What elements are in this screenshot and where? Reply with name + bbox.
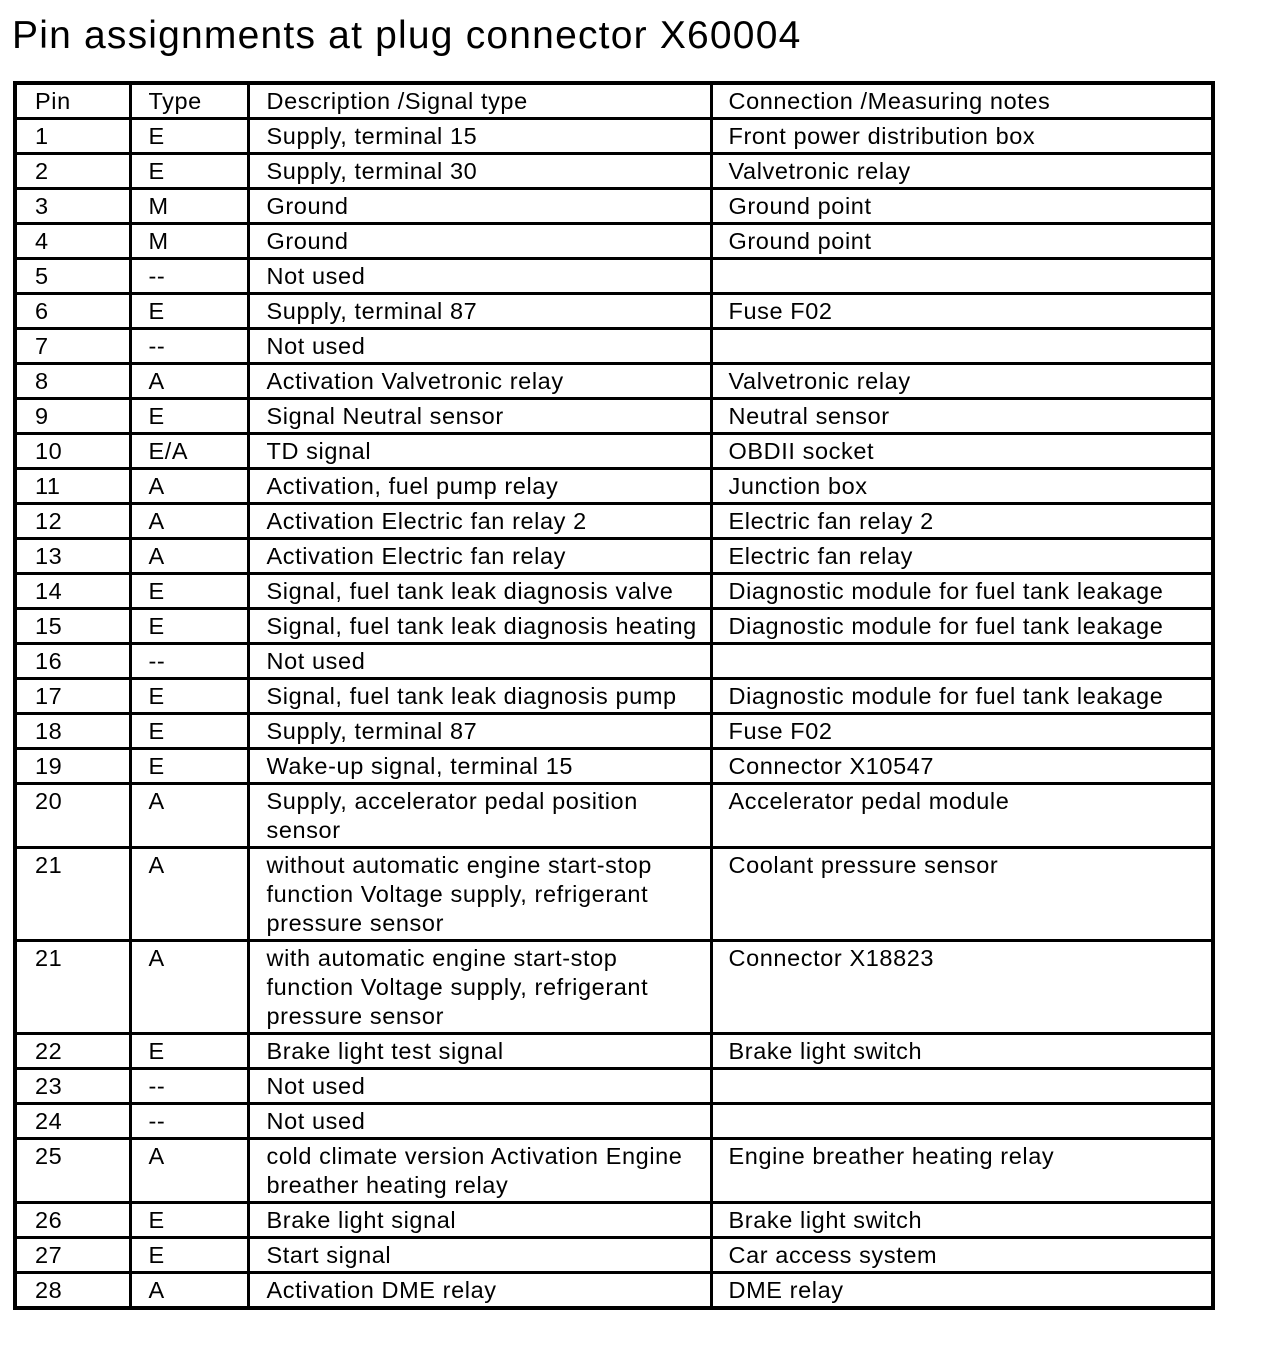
cell-pin: 4: [15, 224, 130, 259]
table-row: [15, 609, 1213, 644]
table-row: [15, 1238, 1213, 1273]
cell-connection: DME relay: [711, 1273, 1213, 1309]
cell-pin: 17: [15, 679, 130, 714]
cell-description: Ground: [248, 224, 711, 259]
cell-connection: Connector X18823: [711, 941, 1213, 1034]
cell-pin: 12: [15, 504, 130, 539]
table-row: [15, 941, 1213, 1034]
cell-description: without automatic engine start-stop function Voltage supply, refrigerant pressure sensor: [248, 848, 711, 941]
table-row: [15, 1139, 1213, 1203]
cell-description: Not used: [248, 1104, 711, 1139]
cell-connection: Accelerator pedal module: [711, 784, 1213, 848]
pin-assignment-table: [13, 81, 1215, 1310]
cell-pin: 3: [15, 189, 130, 224]
cell-connection: [711, 259, 1213, 294]
cell-type: A: [130, 469, 248, 504]
cell-pin: 15: [15, 609, 130, 644]
header-connection: Connection /Measuring notes: [711, 83, 1213, 119]
table-row: [15, 259, 1213, 294]
cell-description: Brake light test signal: [248, 1034, 711, 1069]
cell-type: E: [130, 294, 248, 329]
table-row: [15, 1203, 1213, 1238]
table-row: [15, 1034, 1213, 1069]
cell-pin: 27: [15, 1238, 130, 1273]
cell-connection: Diagnostic module for fuel tank leakage: [711, 574, 1213, 609]
cell-pin: 20: [15, 784, 130, 848]
cell-type: --: [130, 1069, 248, 1104]
cell-pin: 28: [15, 1273, 130, 1309]
cell-description: Not used: [248, 644, 711, 679]
table-row: [15, 434, 1213, 469]
table-row: [15, 399, 1213, 434]
cell-type: M: [130, 189, 248, 224]
cell-type: E/A: [130, 434, 248, 469]
cell-description: Activation Electric fan relay: [248, 539, 711, 574]
cell-connection: [711, 1069, 1213, 1104]
cell-description: cold climate version Activation Engine breather heating relay: [248, 1139, 711, 1203]
cell-connection: Ground point: [711, 224, 1213, 259]
cell-type: --: [130, 644, 248, 679]
cell-connection: Electric fan relay 2: [711, 504, 1213, 539]
cell-pin: 7: [15, 329, 130, 364]
table-row: [15, 154, 1213, 189]
table-row: [15, 329, 1213, 364]
cell-connection: Connector X10547: [711, 749, 1213, 784]
cell-connection: OBDII socket: [711, 434, 1213, 469]
cell-type: A: [130, 848, 248, 941]
cell-pin: 24: [15, 1104, 130, 1139]
cell-connection: Diagnostic module for fuel tank leakage: [711, 609, 1213, 644]
cell-connection: Electric fan relay: [711, 539, 1213, 574]
cell-connection: [711, 329, 1213, 364]
page-title: Pin assignments at plug connector X60004: [12, 14, 802, 57]
cell-connection: Valvetronic relay: [711, 154, 1213, 189]
cell-description: Not used: [248, 259, 711, 294]
cell-description: Wake-up signal, terminal 15: [248, 749, 711, 784]
table-header-row: [15, 83, 1213, 119]
cell-connection: Engine breather heating relay: [711, 1139, 1213, 1203]
cell-connection: Fuse F02: [711, 714, 1213, 749]
cell-type: E: [130, 1203, 248, 1238]
table-row: [15, 224, 1213, 259]
cell-type: A: [130, 504, 248, 539]
cell-type: E: [130, 119, 248, 154]
cell-description: Signal, fuel tank leak diagnosis pump: [248, 679, 711, 714]
cell-pin: 9: [15, 399, 130, 434]
cell-pin: 10: [15, 434, 130, 469]
cell-description: Start signal: [248, 1238, 711, 1273]
cell-type: A: [130, 364, 248, 399]
cell-description: Activation Valvetronic relay: [248, 364, 711, 399]
cell-pin: 13: [15, 539, 130, 574]
table-row: [15, 1104, 1213, 1139]
table-row: [15, 294, 1213, 329]
cell-type: --: [130, 259, 248, 294]
cell-description: TD signal: [248, 434, 711, 469]
cell-description: Not used: [248, 329, 711, 364]
cell-description: Activation Electric fan relay 2: [248, 504, 711, 539]
cell-connection: Diagnostic module for fuel tank leakage: [711, 679, 1213, 714]
table-row: [15, 714, 1213, 749]
cell-pin: 6: [15, 294, 130, 329]
cell-connection: Front power distribution box: [711, 119, 1213, 154]
cell-type: E: [130, 749, 248, 784]
cell-pin: 25: [15, 1139, 130, 1203]
cell-type: A: [130, 1273, 248, 1309]
cell-pin: 22: [15, 1034, 130, 1069]
cell-description: Supply, terminal 87: [248, 714, 711, 749]
cell-type: A: [130, 784, 248, 848]
cell-description: Signal Neutral sensor: [248, 399, 711, 434]
cell-description: with automatic engine start-stop function Voltage supply, refrigerant pressure sensor: [248, 941, 711, 1034]
table-row: [15, 1273, 1213, 1309]
cell-type: E: [130, 714, 248, 749]
cell-pin: 23: [15, 1069, 130, 1104]
table-row: [15, 469, 1213, 504]
cell-connection: Car access system: [711, 1238, 1213, 1273]
cell-type: E: [130, 154, 248, 189]
cell-pin: 19: [15, 749, 130, 784]
cell-pin: 21: [15, 941, 130, 1034]
cell-pin: 16: [15, 644, 130, 679]
cell-description: Supply, terminal 15: [248, 119, 711, 154]
cell-pin: 21: [15, 848, 130, 941]
table-row: [15, 119, 1213, 154]
table-row: [15, 749, 1213, 784]
cell-pin: 2: [15, 154, 130, 189]
cell-description: Activation DME relay: [248, 1273, 711, 1309]
cell-description: Supply, terminal 87: [248, 294, 711, 329]
cell-type: E: [130, 1238, 248, 1273]
cell-description: Signal, fuel tank leak diagnosis heating: [248, 609, 711, 644]
cell-connection: Coolant pressure sensor: [711, 848, 1213, 941]
cell-description: Brake light signal: [248, 1203, 711, 1238]
cell-pin: 26: [15, 1203, 130, 1238]
cell-connection: Fuse F02: [711, 294, 1213, 329]
table-row: [15, 574, 1213, 609]
cell-description: Supply, terminal 30: [248, 154, 711, 189]
cell-type: E: [130, 679, 248, 714]
cell-connection: Valvetronic relay: [711, 364, 1213, 399]
cell-pin: 11: [15, 469, 130, 504]
cell-pin: 8: [15, 364, 130, 399]
cell-type: E: [130, 399, 248, 434]
cell-description: Activation, fuel pump relay: [248, 469, 711, 504]
cell-description: Not used: [248, 1069, 711, 1104]
cell-type: A: [130, 941, 248, 1034]
table-row: [15, 189, 1213, 224]
cell-description: Signal, fuel tank leak diagnosis valve: [248, 574, 711, 609]
cell-type: E: [130, 609, 248, 644]
cell-connection: Ground point: [711, 189, 1213, 224]
table-row: [15, 784, 1213, 848]
cell-connection: Brake light switch: [711, 1203, 1213, 1238]
cell-connection: Brake light switch: [711, 1034, 1213, 1069]
table-row: [15, 1069, 1213, 1104]
cell-pin: 1: [15, 119, 130, 154]
table-row: [15, 679, 1213, 714]
header-pin: Pin: [15, 83, 130, 119]
cell-connection: [711, 1104, 1213, 1139]
cell-description: Ground: [248, 189, 711, 224]
table-row: [15, 504, 1213, 539]
cell-pin: 5: [15, 259, 130, 294]
cell-type: --: [130, 1104, 248, 1139]
cell-type: --: [130, 329, 248, 364]
table-row: [15, 364, 1213, 399]
cell-type: E: [130, 1034, 248, 1069]
cell-type: A: [130, 1139, 248, 1203]
cell-description: Supply, accelerator pedal position sensor: [248, 784, 711, 848]
header-type: Type: [130, 83, 248, 119]
cell-connection: [711, 644, 1213, 679]
table-row: [15, 539, 1213, 574]
table-row: [15, 644, 1213, 679]
header-description: Description /Signal type: [248, 83, 711, 119]
cell-connection: Neutral sensor: [711, 399, 1213, 434]
cell-connection: Junction box: [711, 469, 1213, 504]
cell-type: A: [130, 539, 248, 574]
table-row: [15, 848, 1213, 941]
cell-type: M: [130, 224, 248, 259]
cell-pin: 14: [15, 574, 130, 609]
cell-type: E: [130, 574, 248, 609]
cell-pin: 18: [15, 714, 130, 749]
